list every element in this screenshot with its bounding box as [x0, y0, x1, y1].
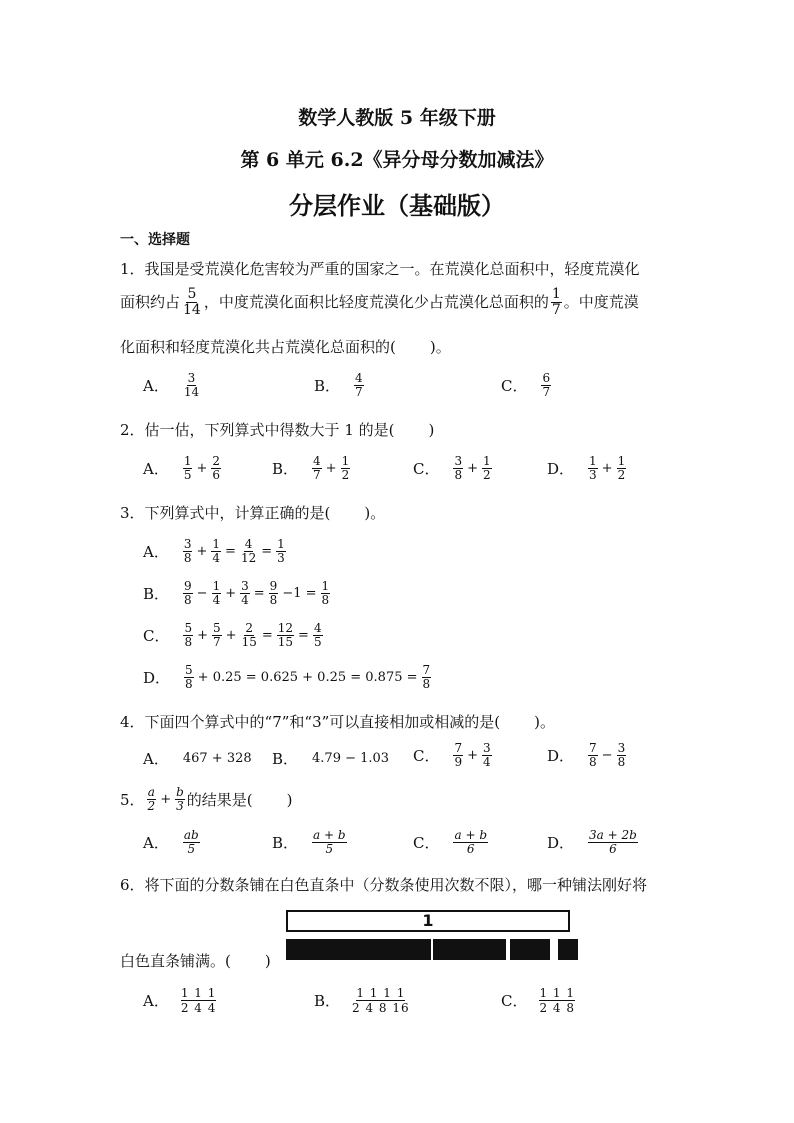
frac-num: 3	[617, 741, 626, 755]
section-heading: 一、选择题	[120, 232, 190, 248]
q1-fraction-a	[182, 287, 202, 319]
q2-option-b[interactable]	[272, 455, 352, 482]
frac-den: 2	[617, 468, 626, 483]
option-label: C．	[501, 377, 528, 396]
option-label: A．	[143, 992, 169, 1011]
frac-den: 7	[213, 635, 221, 650]
frac-den: 3	[277, 551, 285, 566]
frac-num: 3a + 2b	[589, 828, 637, 842]
q1-text-line2	[120, 287, 639, 319]
operator: +	[160, 792, 172, 808]
option-label: A．	[143, 750, 169, 768]
fraction	[183, 538, 193, 565]
frac-num: 9	[184, 579, 192, 593]
frac-num: a	[147, 785, 155, 799]
frac-num: 4	[355, 371, 363, 385]
fraction-strip-half	[286, 939, 431, 960]
frac-num: 5	[213, 621, 221, 635]
unit-title: 第 6 单元 6.2《异分母分数加减法》	[240, 149, 554, 171]
numerators: 1 1 1 1	[356, 986, 406, 1000]
q6-text-line2	[120, 950, 271, 971]
frac-den: 15	[241, 635, 257, 650]
frac-num: 3	[483, 741, 491, 755]
frac-den: 6	[212, 468, 221, 483]
frac-den: 14	[183, 302, 201, 319]
option-label: B．	[143, 585, 170, 604]
option-label: D．	[143, 669, 171, 688]
frac-num: 6	[542, 371, 551, 385]
q1-fraction-b	[551, 287, 562, 319]
fraction	[617, 742, 627, 769]
frac-den: 7	[355, 385, 363, 400]
frac-den: 6	[466, 842, 475, 857]
fraction	[183, 829, 200, 856]
option-label: C．	[501, 992, 528, 1011]
frac-num: 1	[589, 454, 597, 468]
fraction	[241, 622, 258, 649]
fraction	[588, 742, 598, 769]
q3-option-b[interactable]	[143, 580, 332, 607]
option-label: A．	[143, 543, 169, 562]
frac-num: ab	[183, 828, 199, 842]
q4-stem: 4．下面四个算式中的“7”和“3”可以直接相加或相减的是(	[120, 713, 501, 731]
option-label: B．	[314, 992, 341, 1011]
frac-num: 3	[183, 537, 192, 551]
frac-num: a + b	[454, 828, 488, 842]
operator: +	[467, 461, 479, 477]
frac-den: 2	[483, 468, 491, 483]
frac-num: 4	[244, 537, 253, 551]
frac-den: 15	[277, 635, 294, 650]
q1-text-line1: 1．我国是受荒漠化危害较为严重的国家之一。在荒漠化总面积中，轻度荒漠化	[120, 260, 640, 278]
fraction	[312, 829, 347, 856]
fraction	[212, 622, 222, 649]
q4-option-b[interactable]	[272, 748, 391, 769]
option-label: C．	[413, 747, 440, 766]
frac-num: 4	[313, 454, 321, 468]
option-label: C．	[143, 627, 170, 646]
fraction	[617, 455, 627, 482]
q2-stem-end: )	[428, 421, 435, 439]
q1-text: )。	[429, 338, 451, 356]
option-label: B．	[314, 377, 341, 396]
fraction	[211, 538, 221, 565]
denominators: 2 4 4	[180, 1001, 217, 1016]
frac-num: 4	[313, 621, 322, 635]
operator: +	[467, 748, 479, 764]
operator: +	[601, 461, 613, 477]
q4-option-d[interactable]	[547, 742, 628, 769]
fraction	[312, 455, 322, 482]
q2-text	[120, 419, 434, 440]
frac-den: 8	[321, 593, 330, 608]
numerators: 1 1 1	[180, 986, 217, 1000]
denominators: 2 4 8 16	[352, 1001, 410, 1016]
q4-option-c[interactable]	[413, 742, 494, 769]
frac-num: 2	[212, 454, 221, 468]
operator: =	[225, 544, 236, 560]
fraction	[212, 580, 222, 607]
frac-den: 7	[313, 468, 321, 483]
frac-den: 8	[617, 755, 626, 770]
frac-num: a + b	[313, 828, 346, 842]
q3-stem-end: )。	[364, 504, 386, 522]
q5-option-a[interactable]	[143, 829, 202, 856]
q5-option-d[interactable]	[547, 829, 640, 856]
white-strip-label: 1	[422, 911, 434, 930]
numerators: 1 1 1	[539, 986, 576, 1000]
frac-den: 2	[341, 468, 350, 483]
fraction	[588, 455, 598, 482]
option-label: B．	[272, 750, 299, 768]
q1-text: 。中度荒漠	[563, 292, 639, 311]
fraction	[184, 664, 194, 691]
frac-den: 4	[212, 551, 221, 566]
frac-den: 8	[184, 635, 193, 650]
q1-text: 化面积和轻度荒漠化共占荒漠化总面积的(	[120, 338, 396, 356]
q6-text-line1: 6．将下面的分数条铺在白色直条中（分数条使用次数不限），哪一种铺法刚好将	[120, 876, 648, 894]
q1-text-line3	[120, 336, 451, 357]
frac-num: 7	[589, 741, 597, 755]
q1-option-a[interactable]	[143, 372, 202, 399]
fraction	[422, 664, 432, 691]
fraction-strip-quarter	[433, 939, 506, 960]
operator: +	[325, 461, 337, 477]
frac-den: 5	[183, 468, 192, 483]
frac-den: 9	[454, 755, 463, 770]
q5-prefix: 5．	[120, 791, 145, 810]
doc-title: 数学人教版 5 年级下册	[298, 107, 496, 129]
frac-den: 8	[185, 677, 193, 692]
frac-den: 8	[422, 677, 431, 692]
q3-option-d[interactable]	[143, 664, 433, 691]
frac-den: 14	[183, 385, 200, 400]
frac-den: 8	[184, 593, 192, 608]
frac-den: 8	[269, 593, 278, 608]
frac-num: 7	[422, 663, 431, 677]
expression: + 0.25 = 0.625 + 0.25 = 0.875 =	[197, 670, 418, 686]
fraction-list	[539, 986, 575, 1016]
q5-option-b[interactable]	[272, 829, 349, 856]
fraction	[453, 455, 463, 482]
operator: +	[225, 586, 237, 602]
fraction	[276, 538, 286, 565]
option-fraction	[354, 372, 364, 399]
option-label: A．	[143, 460, 169, 479]
frac-num: 9	[269, 579, 278, 593]
q4-option-a[interactable]	[143, 748, 254, 769]
operator: +	[197, 628, 209, 644]
frac-num: 1	[183, 454, 192, 468]
fraction	[147, 786, 157, 813]
q6-stem: 白色直条铺满。(	[120, 952, 231, 970]
frac-num: 1	[483, 454, 491, 468]
fraction	[277, 622, 294, 649]
fraction	[313, 622, 323, 649]
frac-den: 8	[454, 468, 463, 483]
q4-stem-end: )。	[534, 713, 556, 731]
q2-option-d[interactable]	[547, 455, 628, 482]
fraction	[321, 580, 331, 607]
frac-den: 4	[241, 593, 249, 608]
fraction-strip-eighth	[510, 939, 550, 960]
frac-num: 3	[454, 454, 463, 468]
fraction-strip-sixteenth	[558, 939, 578, 960]
option-label: D．	[547, 834, 575, 853]
fraction	[240, 538, 257, 565]
fraction	[240, 580, 250, 607]
operator: =	[261, 544, 273, 560]
q3-option-a[interactable]	[143, 538, 288, 565]
operator: −	[196, 586, 208, 602]
q5-stem: 的结果是(	[186, 791, 253, 810]
q4-text	[120, 711, 555, 732]
option-label: C．	[413, 460, 440, 479]
frac-num: 5	[185, 663, 193, 677]
fraction	[482, 742, 492, 769]
q5-text	[120, 786, 293, 813]
q6-stem-end: )	[264, 952, 271, 970]
denominators: 2 4 8	[539, 1001, 576, 1016]
q2-stem: 2．估一估，下列算式中得数大于 1 的是(	[120, 421, 395, 439]
frac-num: 3	[187, 371, 196, 385]
frac-num: 12	[277, 621, 294, 635]
frac-num: 5	[184, 621, 193, 635]
q1-text: 面积约占	[120, 292, 181, 311]
fraction	[588, 829, 638, 856]
option-label: A．	[143, 834, 169, 853]
q3-text	[120, 502, 385, 523]
option-label: C．	[413, 834, 440, 853]
q1-option-c[interactable]	[501, 372, 553, 399]
frac-den: 2	[147, 799, 156, 814]
fraction	[269, 580, 279, 607]
fraction	[341, 455, 351, 482]
frac-num: 1	[321, 579, 330, 593]
option-label: D．	[547, 747, 575, 766]
option-fraction	[541, 372, 551, 399]
operator: +	[225, 628, 237, 644]
operator: −	[601, 748, 613, 764]
operator: +	[196, 544, 208, 560]
frac-den: 3	[176, 799, 184, 814]
frac-num: 1	[212, 579, 221, 593]
frac-den: 8	[183, 551, 192, 566]
frac-den: 5	[313, 635, 322, 650]
q3-option-c[interactable]	[143, 622, 325, 649]
option-label: B．	[272, 460, 299, 479]
fraction	[482, 455, 492, 482]
frac-den: 4	[483, 755, 491, 770]
option-fraction	[183, 372, 200, 399]
frac-num: 1	[277, 537, 285, 551]
frac-den: 8	[589, 755, 597, 770]
fraction	[211, 455, 221, 482]
fraction	[453, 829, 488, 856]
frac-num: 3	[241, 579, 249, 593]
option-label: A．	[143, 377, 169, 396]
frac-num: b	[176, 785, 184, 799]
frac-den: 7	[542, 385, 551, 400]
operator: =	[261, 628, 273, 644]
q2-option-c[interactable]	[413, 455, 494, 482]
fraction	[175, 786, 185, 813]
frac-den: 12	[240, 551, 257, 566]
q6-option-c[interactable]	[501, 986, 575, 1016]
q2-option-a[interactable]	[143, 455, 223, 482]
frac-num: 1	[341, 454, 350, 468]
operator: −1 =	[282, 586, 317, 602]
frac-den: 7	[551, 302, 561, 319]
frac-den: 5	[187, 842, 196, 857]
frac-den: 6	[609, 842, 617, 857]
fraction	[183, 622, 193, 649]
expression: 4.79 − 1.03	[312, 751, 390, 766]
frac-den: 4	[212, 593, 221, 608]
frac-num: 2	[245, 621, 254, 635]
operator: +	[196, 461, 208, 477]
q6-option-a[interactable]	[143, 986, 216, 1016]
frac-num: 1	[212, 537, 221, 551]
frac-num: 1	[617, 454, 626, 468]
fraction	[453, 742, 463, 769]
q3-stem: 3．下列算式中，计算正确的是(	[120, 504, 331, 522]
frac-num: 7	[454, 741, 463, 755]
q1-text: ，中度荒漠化面积比轻度荒漠化少占荒漠化总面积的	[203, 292, 549, 311]
operator: =	[253, 586, 265, 602]
fraction-list	[352, 986, 410, 1016]
worksheet-title: 分层作业（基础版）	[289, 192, 505, 220]
option-label: B．	[272, 834, 299, 853]
expression: 467 + 328	[182, 751, 252, 766]
operator: =	[298, 628, 309, 644]
fraction-list	[181, 986, 217, 1016]
q6-option-b[interactable]	[314, 986, 410, 1016]
frac-num: 5	[187, 286, 197, 302]
q1-option-b[interactable]	[314, 372, 366, 399]
option-label: D．	[547, 460, 575, 479]
frac-den: 5	[325, 842, 334, 857]
q5-stem-end: )	[286, 790, 293, 809]
fraction	[183, 580, 193, 607]
frac-den: 3	[589, 468, 597, 483]
q5-option-c[interactable]	[413, 829, 490, 856]
frac-num: 1	[551, 286, 561, 302]
fraction	[183, 455, 193, 482]
